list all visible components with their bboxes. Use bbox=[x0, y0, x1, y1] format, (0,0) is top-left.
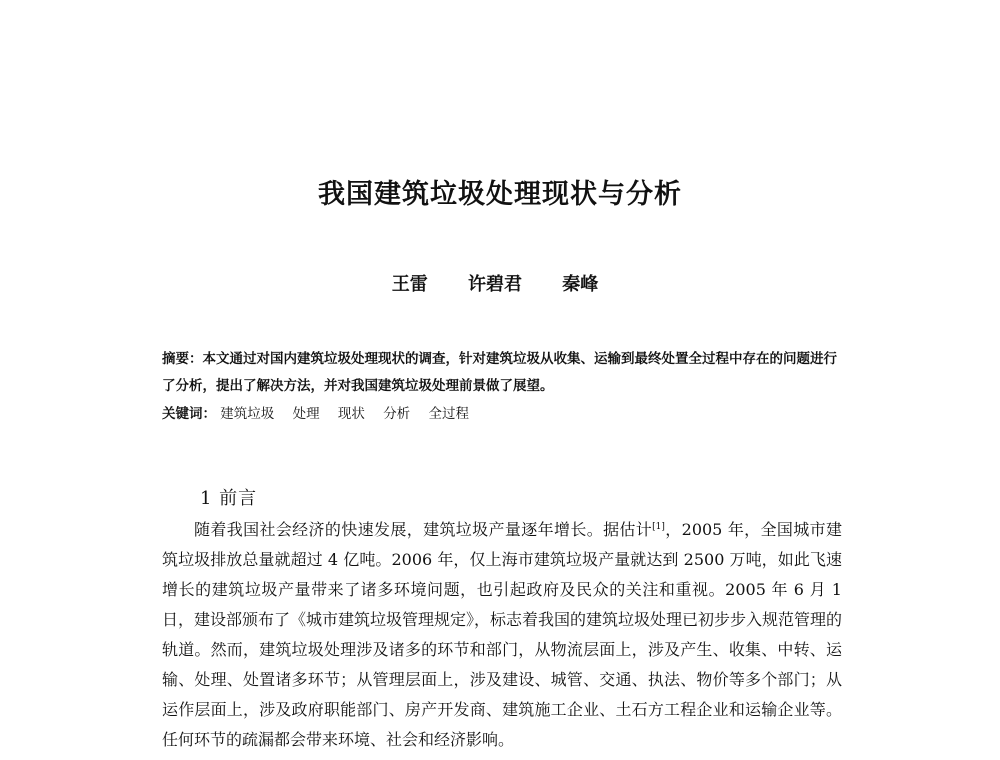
keyword: 分析 bbox=[383, 406, 411, 422]
keyword: 建筑垃圾 bbox=[220, 406, 275, 422]
author-name: 许碧君 bbox=[468, 274, 522, 295]
body-text bbox=[162, 515, 842, 755]
body-text-part: 随着我国社会经济的快速发展，建筑垃圾产量逐年增长。据估计 bbox=[194, 520, 653, 539]
author-name: 王雷 bbox=[391, 274, 428, 295]
author-name: 秦峰 bbox=[562, 274, 599, 295]
abstract-text: 本文通过对国内建筑垃圾处理现状的调查，针对建筑垃圾从收集、运输到最终处置全过程中存在的问题进行了分析，提出了解决方法，并对我国建筑垃圾处理前景做了展望。 bbox=[162, 351, 837, 394]
abstract-label: 摘要： bbox=[162, 351, 203, 367]
keyword: 现状 bbox=[337, 406, 365, 422]
keyword: 处理 bbox=[292, 406, 320, 422]
keywords-label: 关键词： bbox=[162, 406, 216, 422]
abstract-block bbox=[162, 346, 842, 400]
keyword: 全过程 bbox=[428, 406, 469, 422]
citation-ref: [1] bbox=[652, 522, 665, 532]
keywords-block bbox=[162, 402, 842, 426]
section-heading: 1 前言 bbox=[200, 488, 258, 509]
body-text-part: ，2005 年，全国城市建筑垃圾排放总量就超过 4 亿吨。2006 年，仅上海市建筑垃圾产量就达到 2500 万吨，如此飞速增长的建筑垃圾产量带来了诸多环境问题，也引起政府及民众的关注和重视。2005 年 6 月 1 日，建设部颁布了《城市建筑垃圾管理规定》，标志着我国的建筑垃圾处理已初步步入规范管理的轨道。然而，建筑垃圾处理涉及诸多的环节和部门，从物流层面上，涉及产生、收集、中转、运输、处理、处置诸多环节；从管理层面上，涉及建设、城管、交通、执法、物价等多个部门；从运作层面上，涉及政府职能部门、房产开发商、建筑施工企业、土石方工程企业和运输企业等。任何环节的疏漏都会带来环境、社会和经济影响。 bbox=[162, 520, 843, 749]
paper-title: 我国建筑垃圾处理现状与分析 bbox=[318, 179, 682, 210]
author-list bbox=[0, 270, 990, 296]
body-paragraph bbox=[162, 515, 842, 755]
